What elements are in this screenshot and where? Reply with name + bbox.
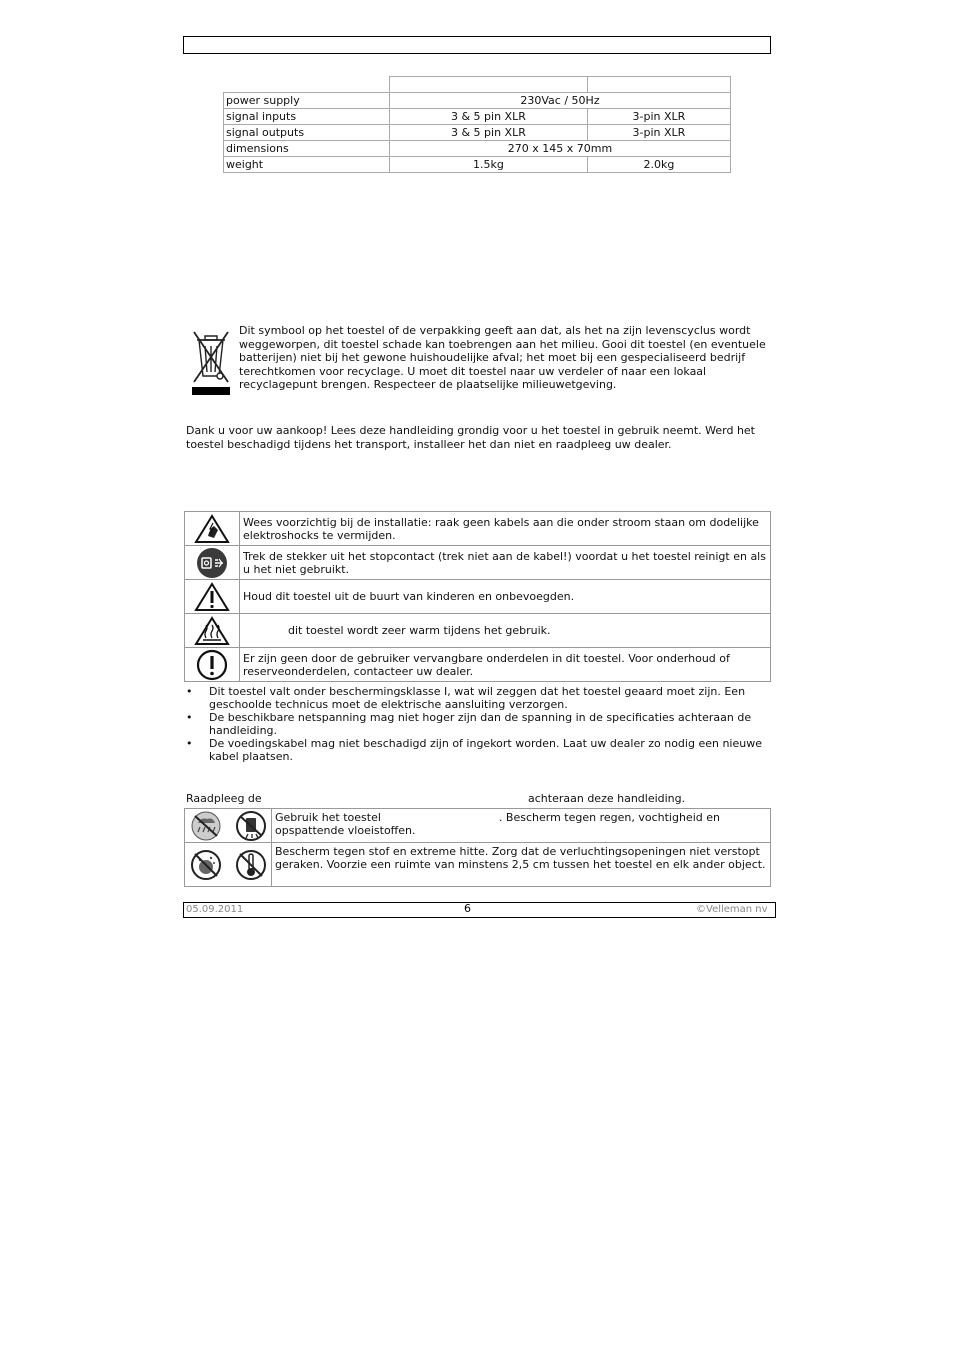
- spec-value: 3 & 5 pin XLR: [390, 109, 588, 125]
- list-item: • Dit toestel valt onder beschermingsklasse I, wat wil zeggen dat het toestel geaard moet zijn. Een geschoolde technicus moet de elektrische aansluiting verzorgen.: [186, 685, 771, 711]
- environment-text-start: Gebruik het toestel: [275, 811, 381, 824]
- spec-value: 1.5kg: [390, 157, 588, 173]
- list-item: • De beschikbare netspanning mag niet hoger zijn dan de spanning in de specificaties achteraan de handleiding.: [186, 711, 771, 737]
- environment-text-end: . Bescherm tegen regen, vochtigheid en opspattende vloeistoffen.: [275, 811, 720, 837]
- spec-value: 3-pin XLR: [587, 125, 730, 141]
- table-row: [224, 157, 731, 173]
- footer-copyright: ©Velleman nv: [696, 904, 768, 915]
- table-row: [185, 843, 771, 887]
- spec-label: power supply: [224, 93, 390, 109]
- spec-value: 3 & 5 pin XLR: [390, 125, 588, 141]
- spec-header-row: [224, 77, 731, 93]
- consult-prefix-text: Raadpleeg de: [186, 792, 262, 805]
- spec-label: dimensions: [224, 141, 390, 157]
- safety-instructions-table: [184, 511, 771, 682]
- table-row: [224, 109, 731, 125]
- hot-surface-icon: [194, 616, 230, 646]
- footer-page-number: 6: [464, 902, 471, 915]
- footer-date: 05.09.2011: [186, 904, 244, 915]
- table-row: [185, 546, 771, 580]
- spec-head-1: [390, 77, 588, 93]
- exclamation-circle-icon: [195, 649, 229, 681]
- crossed-out-wheelie-bin-icon: [190, 326, 232, 398]
- safety-text: Wees voorzichtig bij de installatie: raak geen kabels aan die onder stroom staan om dodelijke elektroshocks te vermijden.: [240, 512, 771, 546]
- table-row: [185, 809, 771, 843]
- no-rain-icon: [189, 810, 223, 842]
- thanks-text: Dank u voor uw aankoop! Lees deze handleiding grondig voor u het toestel in gebruik neemt. Werd het toestel beschadigd tijdens het transport, installeer het dan niet en raadpleeg uw dealer.: [186, 424, 755, 451]
- spec-value: 2.0kg: [587, 157, 730, 173]
- warning-triangle-icon: [194, 582, 230, 612]
- table-row: [224, 141, 731, 157]
- environment-guidelines-table: [184, 808, 771, 887]
- safety-text: dit toestel wordt zeer warm tijdens het gebruik.: [240, 614, 771, 648]
- table-row: [185, 648, 771, 682]
- no-dust-icon: [189, 848, 223, 882]
- no-liquids-icon: [234, 810, 268, 842]
- spec-value: 270 x 145 x 70mm: [390, 141, 731, 157]
- safety-text: Houd dit toestel uit de buurt van kinderen en onbevoegden.: [240, 580, 771, 614]
- consult-suffix-text: achteraan deze handleiding.: [528, 792, 686, 805]
- no-heat-icon: [234, 848, 268, 882]
- safety-bullet-list: [186, 685, 771, 763]
- safety-text: Trek de stekker uit het stopcontact (trek niet aan de kabel!) voordat u het toestel reinigt en als u het niet gebruikt.: [240, 546, 771, 580]
- electric-shock-warning-icon: [194, 514, 230, 544]
- environment-text: Bescherm tegen stof en extreme hitte. Zorg dat de verluchtingsopeningen niet verstopt geraken. Voorzie een ruimte van minstens 2,5 cm tussen het toestel en elk ander object.: [272, 843, 771, 887]
- table-row: [185, 512, 771, 546]
- table-row: [224, 125, 731, 141]
- specifications-table: [223, 76, 731, 173]
- spec-value: 3-pin XLR: [587, 109, 730, 125]
- table-row: [185, 614, 771, 648]
- table-row: [185, 580, 771, 614]
- spec-label: signal outputs: [224, 125, 390, 141]
- spec-label: signal inputs: [224, 109, 390, 125]
- unplug-icon: [195, 547, 229, 579]
- page-header-box: [183, 36, 771, 54]
- page-footer-box: [183, 902, 776, 918]
- spec-value: 230Vac / 50Hz: [390, 93, 731, 109]
- spec-label: weight: [224, 157, 390, 173]
- weee-notice-text: Dit symbool op het toestel of de verpakking geeft aan dat, als het na zijn levenscyclus wordt weggeworpen, dit toestel schade kan toebrengen aan het milieu. Gooi dit toestel (en eventuele batterijen) niet bij het gewone huishoudelijke afval; het moet bij een gespecialiseerd bedrijf terechtkomen voor recyclage. U moet dit toestel naar uw verdeler of naar een lokaal recyclagepunt brengen. Respecteer de plaatselijke milieuwetgeving.: [239, 324, 766, 392]
- table-row: [224, 93, 731, 109]
- spec-head-2: [587, 77, 730, 93]
- safety-text: Er zijn geen door de gebruiker vervangbare onderdelen in dit toestel. Voor onderhoud of reserveonderdelen, contacteer uw dealer.: [240, 648, 771, 682]
- list-item: • De voedingskabel mag niet beschadigd zijn of ingekort worden. Laat uw dealer zo nodig een nieuwe kabel plaatsen.: [186, 737, 771, 763]
